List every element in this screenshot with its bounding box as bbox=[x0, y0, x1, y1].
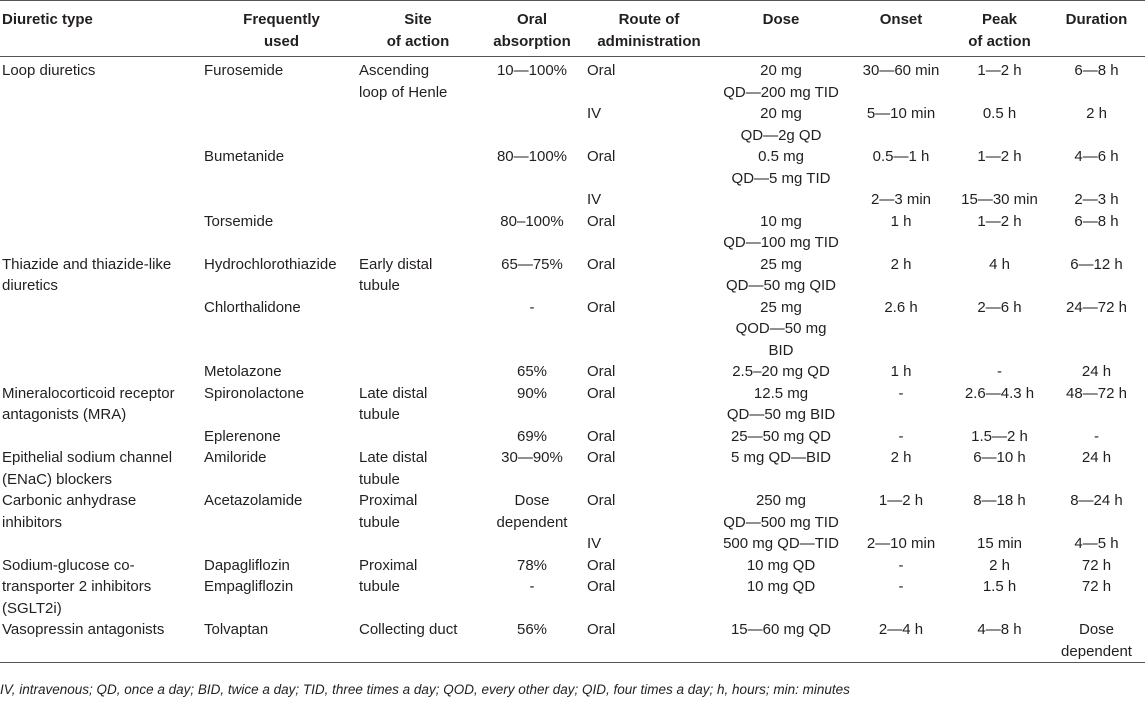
cell-onset: 1—2 h bbox=[878, 492, 924, 509]
cell-site-of-action bbox=[359, 426, 477, 448]
column-header-site-of-action: Site of action bbox=[359, 1, 477, 57]
cell-oral-absorption: Dose dependent bbox=[496, 492, 568, 531]
cell-peak-of-action: 2.6—4.3 h bbox=[964, 384, 1035, 402]
column-header-onset: Onset bbox=[851, 1, 951, 57]
cell-peak-of-action: 4—8 h bbox=[951, 619, 1048, 663]
cell-oral-absorption bbox=[477, 189, 587, 211]
cell-site-of-action bbox=[359, 533, 477, 555]
cell-onset: 2—10 min bbox=[866, 535, 936, 552]
table-footnote: IV, intravenous; QD, once a day; BID, twice a day; TID, three times a day; QOD, every other day; QID, four times a day; h, hours; min: minutes bbox=[0, 682, 850, 697]
cell-site-of-action: Late distal tubule bbox=[359, 384, 428, 423]
cell-duration: 4—5 h bbox=[1074, 535, 1119, 552]
column-header-diuretic-type: Diuretic type bbox=[0, 1, 204, 57]
cell-route: IV bbox=[587, 105, 602, 122]
cell-diuretic-type bbox=[0, 211, 204, 254]
cell-peak-of-action: 15 min bbox=[976, 535, 1023, 552]
cell-site-of-action bbox=[359, 189, 477, 211]
cell-frequently-used: Chlorthalidone bbox=[204, 298, 301, 316]
cell-onset: 2 h bbox=[890, 449, 912, 466]
cell-peak-of-action: 1—2 h bbox=[977, 62, 1022, 79]
cell-onset: - bbox=[898, 427, 904, 445]
cell-route: Oral bbox=[587, 619, 711, 663]
table-row bbox=[0, 426, 1145, 448]
cell-route: Oral Oral bbox=[587, 556, 616, 595]
cell-diuretic-type: Thiazide and thiazide-like diuretics bbox=[2, 255, 172, 294]
cell-diuretic-type: Sodium-glucose co- transporter 2 inhibitors (SGLT2i) bbox=[2, 556, 152, 617]
cell-site-of-action: Early distal tubule bbox=[359, 255, 433, 294]
header-row bbox=[0, 1, 1145, 57]
cell-site-of-action bbox=[359, 211, 477, 254]
cell-onset: - - bbox=[898, 556, 904, 595]
table-row bbox=[0, 361, 1145, 383]
cell-duration: 2—3 h bbox=[1074, 191, 1119, 208]
cell-onset: 5—10 min bbox=[866, 105, 936, 122]
cell-peak-of-action: 8—18 h bbox=[973, 492, 1026, 509]
cell-dose: 10 mg QD 10 mg QD bbox=[746, 556, 816, 595]
cell-dose: 5 mg QD—BID bbox=[730, 449, 832, 466]
cell-diuretic-type bbox=[0, 146, 204, 189]
cell-peak-of-action: 15—30 min bbox=[961, 191, 1038, 208]
cell-route: Oral bbox=[587, 427, 616, 445]
cell-peak-of-action: 0.5 h bbox=[982, 105, 1017, 122]
cell-oral-absorption: 65% bbox=[516, 363, 548, 380]
cell-dose: 500 mg QD—TID bbox=[723, 535, 839, 552]
table-body bbox=[0, 57, 1145, 663]
cell-frequently-used: Amiloride bbox=[204, 449, 267, 466]
cell-diuretic-type bbox=[0, 297, 204, 362]
cell-frequently-used: Torsemide bbox=[204, 212, 274, 230]
table-row bbox=[0, 211, 1145, 254]
cell-peak-of-action: - bbox=[997, 363, 1002, 380]
cell-site-of-action: Proximal tubule bbox=[359, 556, 418, 595]
cell-frequently-used bbox=[204, 103, 359, 146]
table-row bbox=[0, 555, 1145, 620]
cell-dose: 2.5–20 mg QD bbox=[732, 363, 830, 380]
cell-peak-of-action: 4 h bbox=[989, 255, 1010, 273]
cell-oral-absorption: 56% bbox=[477, 619, 587, 663]
cell-frequently-used bbox=[204, 189, 359, 211]
cell-duration: 24 h bbox=[1081, 363, 1112, 380]
cell-duration: - bbox=[1094, 427, 1099, 445]
cell-peak-of-action: 6—10 h bbox=[973, 449, 1026, 466]
cell-oral-absorption: 30—90% bbox=[501, 449, 563, 466]
cell-oral-absorption: 80–100% bbox=[500, 212, 564, 230]
cell-oral-absorption: 69% bbox=[516, 427, 548, 445]
table-row bbox=[0, 103, 1145, 146]
cell-duration: 2 h bbox=[1086, 105, 1107, 122]
cell-onset: 2 h bbox=[890, 255, 912, 273]
cell-onset: 30—60 min bbox=[862, 62, 940, 79]
cell-diuretic-type: Vasopressin antagonists bbox=[0, 619, 204, 663]
cell-route: Oral bbox=[587, 212, 616, 230]
cell-diuretic-type bbox=[0, 533, 204, 555]
cell-peak-of-action: 1—2 h bbox=[977, 148, 1022, 165]
column-header-frequently-used: Frequently used bbox=[204, 1, 359, 57]
cell-oral-absorption: 78% - bbox=[516, 556, 548, 595]
cell-peak-of-action: 2—6 h bbox=[977, 298, 1022, 316]
cell-frequently-used: Hydrochlorothiazide bbox=[204, 255, 337, 273]
cell-dose: 10 mg QD—100 mg TID bbox=[723, 212, 839, 251]
cell-frequently-used: Bumetanide bbox=[204, 148, 285, 165]
cell-onset: 0.5—1 h bbox=[872, 148, 930, 165]
cell-onset: 1 h bbox=[890, 363, 912, 380]
cell-duration: Dose dependent bbox=[1048, 619, 1145, 663]
table-row bbox=[0, 383, 1145, 426]
cell-diuretic-type bbox=[0, 426, 204, 448]
cell-site-of-action bbox=[359, 103, 477, 146]
cell-site-of-action bbox=[359, 146, 477, 189]
column-header-dose: Dose bbox=[711, 1, 851, 57]
column-header-route: Route of administration bbox=[587, 1, 711, 57]
cell-frequently-used: Spironolactone bbox=[204, 384, 305, 402]
table-row bbox=[0, 447, 1145, 490]
column-header-oral-absorption: Oral absorption bbox=[477, 1, 587, 57]
cell-onset: 1 h bbox=[890, 212, 912, 230]
table-row bbox=[0, 297, 1145, 362]
cell-frequently-used: Tolvaptan bbox=[204, 619, 359, 663]
cell-diuretic-type: Carbonic anhydrase inhibitors bbox=[2, 492, 137, 531]
cell-diuretic-type bbox=[0, 189, 204, 211]
cell-duration: 72 h 72 h bbox=[1081, 556, 1112, 595]
cell-duration: 24—72 h bbox=[1066, 298, 1127, 316]
cell-site-of-action bbox=[359, 297, 477, 362]
cell-diuretic-type: Loop diuretics bbox=[2, 62, 96, 79]
cell-frequently-used: Dapagliflozin Empagliflozin bbox=[204, 556, 294, 595]
cell-duration: 8—24 h bbox=[1070, 492, 1123, 509]
cell-diuretic-type: Mineralocorticoid receptor antagonists (MRA) bbox=[2, 384, 175, 423]
table-row bbox=[0, 533, 1145, 555]
cell-onset: - bbox=[898, 384, 904, 402]
cell-peak-of-action: 1.5—2 h bbox=[971, 427, 1028, 445]
cell-route: Oral bbox=[587, 298, 616, 316]
cell-site-of-action: Ascending loop of Henle bbox=[359, 62, 448, 101]
cell-diuretic-type bbox=[0, 361, 204, 383]
cell-route: IV bbox=[587, 191, 602, 208]
cell-route: IV bbox=[587, 535, 602, 552]
cell-oral-absorption: 65—75% bbox=[501, 255, 563, 273]
cell-site-of-action: Late distal tubule bbox=[359, 449, 428, 488]
cell-oral-absorption: 10—100% bbox=[496, 62, 568, 79]
cell-peak-of-action: 1—2 h bbox=[977, 212, 1022, 230]
cell-oral-absorption bbox=[477, 103, 587, 146]
cell-site-of-action bbox=[359, 361, 477, 383]
cell-onset: 2—4 h bbox=[851, 619, 951, 663]
cell-duration: 48—72 h bbox=[1066, 384, 1127, 402]
cell-dose: 20 mg QD—2g QD bbox=[740, 105, 822, 144]
cell-dose: 25 mg QD—50 mg QID bbox=[725, 255, 837, 294]
cell-diuretic-type bbox=[0, 103, 204, 146]
cell-dose: 15—60 mg QD bbox=[711, 619, 851, 663]
cell-route: Oral bbox=[587, 492, 616, 509]
cell-dose: 25—50 mg QD bbox=[730, 427, 832, 445]
cell-oral-absorption bbox=[477, 533, 587, 555]
cell-duration: 24 h bbox=[1081, 449, 1112, 466]
cell-route: Oral bbox=[587, 449, 616, 466]
cell-oral-absorption: 90% bbox=[516, 384, 548, 402]
cell-route: Oral bbox=[587, 255, 616, 273]
table-row bbox=[0, 619, 1145, 663]
table-row bbox=[0, 490, 1145, 533]
cell-oral-absorption: 80—100% bbox=[496, 148, 568, 165]
column-header-peak-of-action: Peak of action bbox=[951, 1, 1048, 57]
cell-duration: 6—8 h bbox=[1074, 212, 1119, 230]
cell-duration: 4—6 h bbox=[1074, 148, 1119, 165]
table-row bbox=[0, 146, 1145, 189]
cell-route: Oral bbox=[587, 148, 616, 165]
cell-onset: 2—3 min bbox=[870, 191, 932, 208]
cell-dose: 12.5 mg QD—50 mg BID bbox=[726, 384, 836, 423]
cell-dose bbox=[711, 189, 851, 211]
cell-route: Oral bbox=[587, 363, 616, 380]
cell-onset: 2.6 h bbox=[884, 298, 918, 316]
cell-frequently-used: Furosemide bbox=[204, 62, 284, 79]
cell-site-of-action: Collecting duct bbox=[359, 619, 477, 663]
cell-peak-of-action: 2 h 1.5 h bbox=[982, 556, 1017, 595]
table-row bbox=[0, 57, 1145, 104]
column-header-duration: Duration bbox=[1048, 1, 1145, 57]
cell-frequently-used: Acetazolamide bbox=[204, 492, 303, 509]
cell-route: Oral bbox=[587, 62, 616, 79]
table-row bbox=[0, 189, 1145, 211]
cell-duration: 6—8 h bbox=[1074, 62, 1119, 79]
table-row bbox=[0, 254, 1145, 297]
cell-frequently-used bbox=[204, 533, 359, 555]
cell-site-of-action: Proximal tubule bbox=[359, 492, 418, 531]
cell-oral-absorption: - bbox=[529, 298, 535, 316]
cell-route: Oral bbox=[587, 384, 616, 402]
cell-dose: 20 mg QD—200 mg TID bbox=[723, 62, 839, 101]
cell-frequently-used: Metolazone bbox=[204, 363, 282, 380]
cell-frequently-used: Eplerenone bbox=[204, 427, 281, 445]
cell-dose: 0.5 mg QD—5 mg TID bbox=[731, 148, 831, 187]
cell-dose: 250 mg QD—500 mg TID bbox=[723, 492, 839, 531]
cell-duration: 6—12 h bbox=[1070, 255, 1123, 273]
cell-dose: 25 mg QOD—50 mg BID bbox=[735, 298, 827, 359]
cell-diuretic-type: Epithelial sodium channel (ENaC) blockers bbox=[2, 449, 173, 488]
